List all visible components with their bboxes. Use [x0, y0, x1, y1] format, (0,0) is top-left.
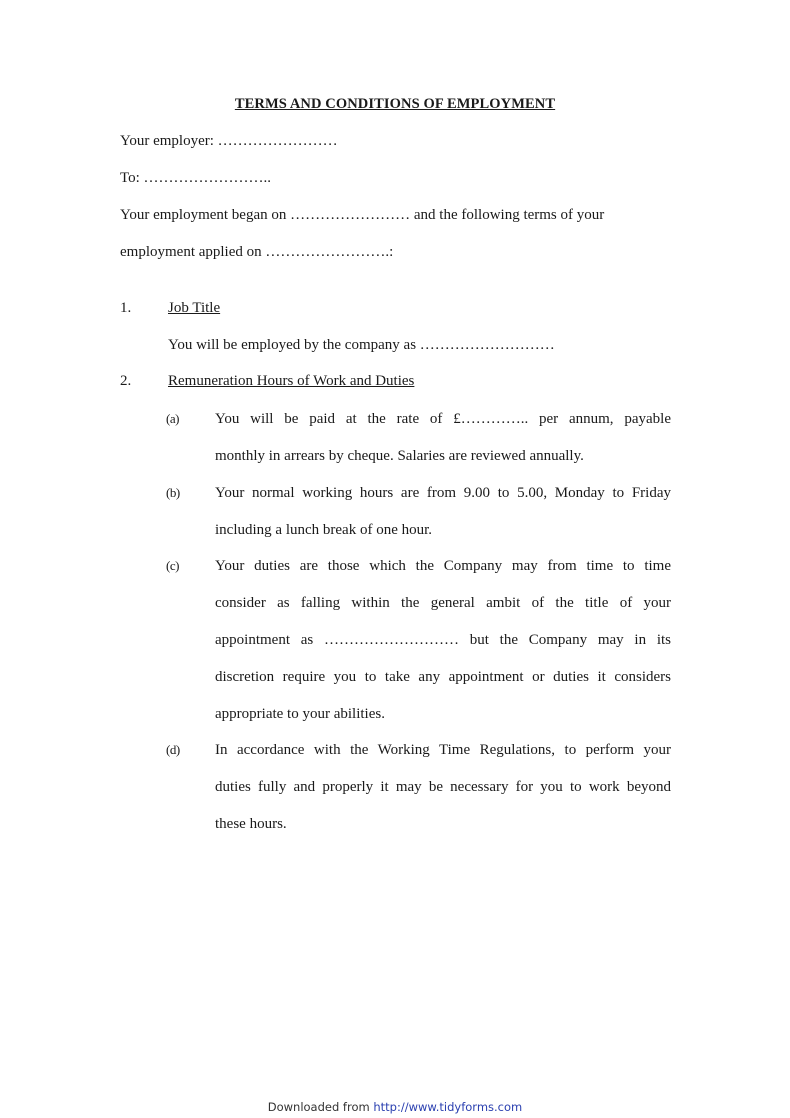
clause-b-line-2: including a lunch break of one hour.: [215, 522, 433, 538]
clause-b-text: [215, 483, 671, 557]
section-1-number: 1.: [120, 300, 132, 316]
clause-c-line-1: Your duties are those which the Company may from time to time: [215, 558, 671, 574]
clause-c-line-3: appointment as ……………………… but the Company may in its: [215, 632, 671, 648]
employer-field-line: Your employer: ……………………: [120, 133, 338, 149]
clause-c-text: [215, 556, 671, 741]
download-footer: [0, 1100, 790, 1114]
footer-prefix: Downloaded from: [267, 1100, 374, 1114]
clause-d-label: (d): [166, 742, 180, 757]
clause-b-label: (b): [166, 485, 180, 500]
clause-c-line-5: appropriate to your abilities.: [215, 706, 385, 722]
intro-line-2: employment applied on …………………….:: [120, 244, 394, 260]
clause-c-line-2: consider as falling within the general ambit of the title of your: [215, 595, 671, 611]
clause-c-label: (c): [166, 558, 179, 573]
clause-a-line-1: You will be paid at the rate of £………….. per annum, payable: [215, 411, 671, 427]
document-title: TERMS AND CONDITIONS OF EMPLOYMENT: [234, 96, 556, 112]
section-1-body: You will be employed by the company as ………………………: [168, 337, 555, 353]
clause-b-line-1: Your normal working hours are from 9.00 to 5.00, Monday to Friday: [215, 485, 671, 501]
clause-c-line-4: discretion require you to take any appointment or duties it considers: [215, 669, 671, 685]
intro-line-1: Your employment began on …………………… and the following terms of your: [120, 207, 605, 223]
section-2-number: 2.: [120, 373, 132, 389]
clause-a-text: [215, 409, 671, 483]
section-2-heading: Remuneration Hours of Work and Duties: [168, 373, 415, 389]
section-1-heading: Job Title: [168, 300, 221, 316]
clause-d-line-1: In accordance with the Working Time Regulations, to perform your: [215, 742, 671, 758]
to-field-line: To: ……………………..: [120, 170, 272, 186]
clause-a-line-2: monthly in arrears by cheque. Salaries are reviewed annually.: [215, 448, 584, 464]
clause-d-line-3: these hours.: [215, 816, 287, 832]
clause-a-label: (a): [166, 411, 179, 426]
clause-d-text: [215, 740, 671, 851]
clause-d-line-2: duties fully and properly it may be necessary for you to work beyond: [215, 779, 671, 795]
footer-link[interactable]: http://www.tidyforms.com: [373, 1100, 523, 1114]
